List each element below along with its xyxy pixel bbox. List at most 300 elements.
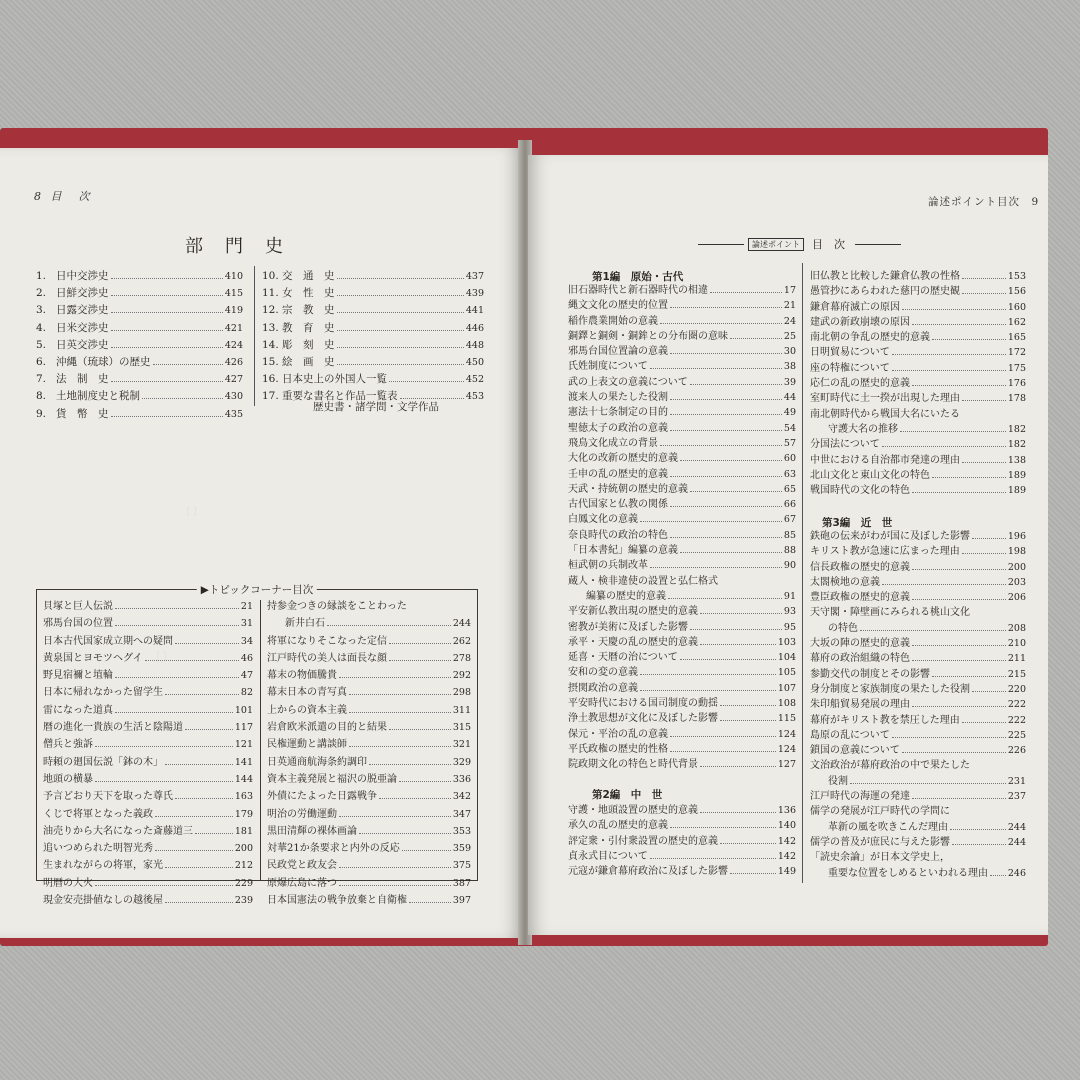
toc-entry <box>568 543 796 558</box>
entry-page: 424 <box>224 339 243 351</box>
dot-leader <box>349 694 451 695</box>
entry-page: 165 <box>1007 332 1026 344</box>
entry-label: 新井白石 <box>285 618 325 630</box>
entry-page: 88 <box>783 545 796 557</box>
entry-label: 愚管抄にあらわれた慈円の歴史観 <box>810 286 960 298</box>
dot-leader <box>990 875 1006 876</box>
toc-entry <box>267 702 471 719</box>
toc-entry <box>43 840 253 857</box>
entry-page: 136 <box>777 805 796 816</box>
entry-page: 39 <box>783 376 796 388</box>
entry-page: 24 <box>783 315 796 327</box>
dot-leader <box>337 364 464 365</box>
entry-label: 革新の風を吹きこんだ理由 <box>828 821 948 833</box>
entry-label: 役割 <box>828 775 848 787</box>
toc-entry <box>810 651 1026 666</box>
entry-label: 飛鳥文化成立の背景 <box>568 437 658 449</box>
entry-page: 215 <box>1007 668 1026 680</box>
entry-page: 419 <box>224 305 243 317</box>
entry-page: 222 <box>1007 699 1026 711</box>
entry-label: 縄文文化の歴史的位置 <box>568 300 668 312</box>
toc-entry <box>568 390 796 405</box>
entry-page: 160 <box>1007 301 1026 313</box>
entry-label: 鎖国の意義について <box>810 745 900 757</box>
entry-number: 2. <box>36 287 47 300</box>
entry-number: 13. <box>262 321 279 334</box>
dot-leader <box>972 538 1006 539</box>
entry-label: 北山文化と東山文化の特色 <box>810 469 930 481</box>
entry-page: 210 <box>1007 638 1026 650</box>
entry-page: 95 <box>783 621 796 633</box>
right-page <box>528 155 1048 935</box>
toc-entry <box>568 589 796 604</box>
dot-leader <box>670 399 782 400</box>
toc-entry <box>810 544 1026 559</box>
toc-entry <box>568 482 796 497</box>
entry-page: 211 <box>1007 653 1026 665</box>
entry-label: 日本史上の外国人一覧 <box>282 373 387 386</box>
entry-page: 452 <box>465 374 484 386</box>
toc-entry <box>262 285 484 302</box>
right-running-head: 論述ポイント目次 9 <box>928 196 1040 208</box>
dot-leader <box>912 324 1006 325</box>
toc-entry <box>267 598 471 615</box>
entry-page: 321 <box>452 739 471 751</box>
toc-entry <box>267 719 471 736</box>
toc-entry <box>43 823 253 840</box>
entry-number: 12. <box>262 304 279 317</box>
entry-label: 資本主義発展と福沢の脱亜論 <box>267 773 397 785</box>
toc-entry <box>810 468 1026 483</box>
toc-entry <box>267 684 471 701</box>
entry-label: 朱印船貿易発展の理由 <box>810 699 910 711</box>
toc-entry <box>810 605 1026 620</box>
entry-label: 旧石器時代と新石器時代の相違 <box>568 285 708 296</box>
toc-entry <box>568 528 796 543</box>
entry-label: 延喜・天暦の治について <box>568 652 678 664</box>
entry-page: 38 <box>783 361 796 373</box>
entry-page: 162 <box>1007 316 1026 328</box>
entry-page: 105 <box>777 667 796 679</box>
toc-entry <box>36 354 243 371</box>
entry-number: 8. <box>36 390 47 403</box>
toc-entry <box>810 560 1026 575</box>
entry-label: 銅鐸と銅剣・銅鉾との分布圏の意味 <box>568 330 728 342</box>
toc-entry <box>568 604 796 619</box>
dot-leader <box>668 598 782 599</box>
dot-leader <box>902 752 1006 753</box>
entry-label: 島原の乱について <box>810 729 890 741</box>
entry-label: 幕末日本の青写真 <box>267 687 347 699</box>
entry-label: 建武の新政崩壊の原因 <box>810 316 910 328</box>
entry-page: 176 <box>1007 378 1026 390</box>
entry-page: 292 <box>452 670 471 682</box>
toc-entry <box>810 391 1026 406</box>
entry-label: 追いつめられた明智光秀 <box>43 843 153 855</box>
entry-label: 儒学の発展が江戸時代の学問に <box>810 806 950 818</box>
dot-leader <box>111 330 223 331</box>
entry-label: キリスト教が急速に広まった理由 <box>810 546 960 558</box>
entry-page: 141 <box>234 756 253 768</box>
dot-leader <box>670 506 782 507</box>
entry-page: 244 <box>1007 821 1026 833</box>
entry-label: 交 通 史 <box>282 270 335 282</box>
entry-label: 日米交渉史 <box>56 321 109 334</box>
topic-corner-title: ▶トピックコーナー目次 <box>197 582 317 597</box>
entry-page: 108 <box>777 698 796 710</box>
toc-entry <box>568 620 796 635</box>
left-running-head: 8 目 次 <box>34 190 93 203</box>
entry-page: 46 <box>240 652 253 664</box>
dot-leader <box>710 292 782 293</box>
toc-entry <box>810 437 1026 452</box>
dot-leader <box>165 902 233 903</box>
toc-entry <box>36 320 243 337</box>
toc-entry <box>568 497 796 512</box>
entry-label: 幕府の政治組織の特色 <box>810 653 910 665</box>
entry-page: 65 <box>783 483 796 495</box>
entry-label: 暦の進化一貴族の生活と陰陽道 <box>43 722 183 734</box>
entry-page: 347 <box>452 808 471 820</box>
toc-entry <box>568 314 796 329</box>
entry-label: 座の特権について <box>810 362 890 374</box>
dot-leader <box>115 608 239 609</box>
entry-label: 法 制 史 <box>56 373 109 386</box>
toc-entry <box>267 736 471 753</box>
toc-entry <box>262 268 484 285</box>
entry-page: 182 <box>1007 423 1026 435</box>
toc-entry <box>43 633 253 650</box>
dot-leader <box>185 729 233 730</box>
entry-page: 229 <box>234 877 253 889</box>
entry-label: 大化の改新の歴史的意義 <box>568 453 678 465</box>
entry-label: 守護大名の推移 <box>828 423 898 435</box>
entry-page: 182 <box>1007 439 1026 451</box>
entry-page: 47 <box>240 670 253 682</box>
toc-entry <box>43 736 253 753</box>
entry-label: 黄泉国とヨモツヘグイ <box>43 652 143 664</box>
entry-label: 江戸時代の美人は面長な顔 <box>267 652 387 664</box>
dot-leader <box>650 858 776 859</box>
dot-leader <box>912 706 1006 707</box>
entry-page: 189 <box>1007 469 1026 481</box>
dot-leader <box>700 613 782 614</box>
entry-label: 宗 教 史 <box>282 304 335 317</box>
toc-entry <box>810 345 1026 360</box>
entry-page: 34 <box>240 635 253 647</box>
entry-page: 31 <box>240 618 253 630</box>
toc-entry <box>43 598 253 615</box>
dot-leader <box>962 722 1006 723</box>
dot-leader <box>860 630 1006 631</box>
entry-page: 90 <box>783 560 796 572</box>
entry-page: 439 <box>465 288 484 300</box>
toc-entry <box>810 850 1026 865</box>
entry-page: 397 <box>452 895 471 907</box>
dot-leader <box>650 567 782 568</box>
entry-number: 14. <box>262 338 279 351</box>
dot-leader <box>95 781 233 782</box>
dept-col2-subtitle: 歴史書・諸学問・文学作品 <box>313 401 439 413</box>
dot-leader <box>720 720 776 721</box>
dot-leader <box>962 400 1006 401</box>
entry-label: 日中交渉史 <box>56 270 109 282</box>
entry-page: 103 <box>777 636 796 648</box>
toc-entry <box>568 436 796 451</box>
entry-page: 124 <box>777 743 796 755</box>
dot-leader <box>912 798 1006 799</box>
toc-entry <box>810 483 1026 498</box>
toc-entry <box>810 453 1026 468</box>
dot-leader <box>932 676 1006 677</box>
dot-leader <box>327 625 451 626</box>
entry-page: 239 <box>234 895 253 907</box>
entry-label: 日英交渉史 <box>56 338 109 351</box>
entry-label: 文治政治が幕府政治の中で果たした <box>810 760 970 772</box>
toc-entry <box>568 834 796 849</box>
entry-page: 63 <box>783 468 796 480</box>
entry-label: 原爆広島に落つ <box>267 877 337 889</box>
dot-leader <box>892 737 1006 738</box>
dot-leader <box>111 295 223 296</box>
entry-page: 342 <box>452 791 471 803</box>
entry-label: 日明貿易について <box>810 347 890 359</box>
entry-label: 武の上表文の意義について <box>568 376 688 388</box>
entry-label: 油売りから大名になった斎藤道三 <box>43 825 193 837</box>
toc-entry <box>262 337 484 354</box>
entry-label: 黒田清輝の裸体画論 <box>267 825 357 837</box>
dot-leader <box>379 798 451 799</box>
dot-leader <box>932 339 1006 340</box>
entry-label: くじで将軍となった義政 <box>43 808 153 820</box>
entry-page: 163 <box>234 791 253 803</box>
entry-page: 142 <box>777 850 796 862</box>
entry-label: 対華21か条要求と内外の反応 <box>267 843 400 855</box>
toc-entry <box>810 804 1026 819</box>
toc-entry <box>568 711 796 726</box>
toc-entry <box>568 283 796 298</box>
toc-entry <box>810 743 1026 758</box>
toc-entry <box>43 875 253 892</box>
entry-page: 85 <box>783 529 796 541</box>
dot-leader <box>962 553 1006 554</box>
dot-leader <box>690 491 782 492</box>
toc-entry <box>568 849 796 864</box>
toc-entry <box>267 857 471 874</box>
entry-label: 評定衆・引付衆設置の歴史的意義 <box>568 835 718 847</box>
entry-page: 17 <box>783 285 796 296</box>
toc-entry <box>568 665 796 680</box>
dot-leader <box>720 843 776 844</box>
part3-list <box>810 529 1026 881</box>
toc-entry <box>810 407 1026 422</box>
toc-entry <box>810 269 1026 284</box>
toc-entry <box>568 512 796 527</box>
toc-entry <box>810 636 1026 651</box>
entry-label: 日英通商航海条約調印 <box>267 756 367 768</box>
toc-entry <box>43 892 253 909</box>
dot-leader <box>680 659 776 660</box>
dot-leader <box>389 660 451 661</box>
toc-entry <box>267 754 471 771</box>
entry-label: 貨 幣 史 <box>56 407 109 420</box>
dot-leader <box>349 746 451 747</box>
dot-leader <box>349 712 451 713</box>
entry-label: 生まれながらの将軍，家光 <box>43 860 163 872</box>
entry-page: 441 <box>465 305 484 317</box>
dot-leader <box>111 381 223 382</box>
entry-page: 127 <box>777 759 796 771</box>
entry-label: 憲法十七条制定の目的 <box>568 407 668 419</box>
entry-page: 448 <box>465 339 484 351</box>
entry-label: 持参金つきの縁談をことわった <box>267 601 407 612</box>
entry-page: 222 <box>1007 714 1026 726</box>
entry-label: 平氏政権の歴史的性格 <box>568 743 668 755</box>
dot-leader <box>339 885 451 886</box>
entry-label: 信長政権の歴史的意義 <box>810 561 910 573</box>
toc-entry <box>568 864 796 879</box>
dot-leader <box>900 431 1006 432</box>
title-rule-left <box>698 244 744 245</box>
dot-leader <box>670 430 782 431</box>
dot-leader <box>680 552 782 553</box>
toc-entry <box>810 422 1026 437</box>
entry-page: 246 <box>1007 867 1026 879</box>
entry-label: 中世における自治都市発達の理由 <box>810 454 960 466</box>
entry-page: 450 <box>465 357 484 369</box>
entry-page: 225 <box>1007 729 1026 741</box>
entry-label: 予言どおり天下を取った尊氏 <box>43 791 173 803</box>
entry-label: 邪馬台国位置論の意義 <box>568 346 668 358</box>
dot-leader <box>142 398 223 399</box>
entry-label: 聖徳太子の政治の意義 <box>568 422 668 434</box>
entry-page: 196 <box>1007 531 1026 542</box>
part2-list <box>568 803 796 879</box>
entry-label: 将軍になりそこなった定信 <box>267 635 387 647</box>
toc-entry <box>568 359 796 374</box>
dot-leader <box>339 677 451 678</box>
part1-list <box>568 283 796 773</box>
entry-number: 1. <box>36 270 47 282</box>
title-text: 目 次 <box>812 238 845 251</box>
entry-page: 138 <box>1007 454 1026 466</box>
dept-list-col1 <box>36 268 243 423</box>
entry-label: 僧兵と強訴 <box>43 739 93 751</box>
entry-label: 奈良時代の政治の特色 <box>568 529 668 541</box>
toc-entry <box>568 650 796 665</box>
entry-page: 226 <box>1007 745 1026 757</box>
entry-page: 181 <box>234 825 253 837</box>
dot-leader <box>115 625 239 626</box>
dot-leader <box>952 844 1006 845</box>
dot-leader <box>670 476 782 477</box>
dot-leader <box>660 323 782 324</box>
toc-entry <box>568 467 796 482</box>
dot-leader <box>962 462 1006 463</box>
entry-page: 244 <box>1007 836 1026 848</box>
toc-entry <box>36 388 243 405</box>
dot-leader <box>670 751 776 752</box>
toc-entry <box>267 650 471 667</box>
dot-leader <box>165 867 233 868</box>
dot-leader <box>670 307 782 308</box>
entry-label: 南北朝の争乱の歴史的意義 <box>810 332 930 344</box>
entry-page: 153 <box>1007 271 1026 282</box>
entry-label: 絵 画 史 <box>282 356 335 369</box>
entry-page: 175 <box>1007 362 1026 374</box>
toc-entry <box>267 667 471 684</box>
dot-leader <box>690 629 782 630</box>
entry-page: 311 <box>452 704 471 716</box>
dot-leader <box>700 812 776 813</box>
entry-label: 彫 刻 史 <box>282 338 335 351</box>
entry-label: 古代国家と仏教の関係 <box>568 499 668 511</box>
entry-label: 上からの資本主義 <box>267 704 347 716</box>
entry-label: 江戸時代の海運の発達 <box>810 791 910 803</box>
entry-label: 白鳳文化の意義 <box>568 514 638 526</box>
toc-entry <box>810 361 1026 376</box>
toc-entry <box>568 298 796 313</box>
entry-page: 179 <box>234 808 253 820</box>
entry-page: 208 <box>1007 622 1026 634</box>
toc-entry <box>36 268 243 285</box>
entry-page: 329 <box>452 756 471 768</box>
toc-entry <box>568 757 796 772</box>
dot-leader <box>912 492 1006 493</box>
dot-leader <box>912 385 1006 386</box>
entry-page: 156 <box>1007 286 1026 298</box>
entry-label: 雷になった道真 <box>43 704 113 716</box>
dot-leader <box>690 384 782 385</box>
entry-label: 重要な書名と作品一覧表 <box>282 390 398 403</box>
entry-label: 沖縄（琉球）の歴史 <box>56 356 151 369</box>
entry-page: 115 <box>777 713 796 725</box>
toc-entry <box>267 875 471 892</box>
dot-leader <box>882 584 1006 585</box>
entry-page: 430 <box>224 391 243 403</box>
dot-leader <box>337 278 464 279</box>
toc-entry <box>267 615 471 632</box>
toc-entry <box>810 713 1026 728</box>
entry-page: 142 <box>777 835 796 847</box>
entry-label: 浄土教思想が文化に及ぼした影響 <box>568 713 718 725</box>
toc-entry <box>43 650 253 667</box>
entry-page: 91 <box>783 590 796 602</box>
dot-leader <box>339 816 451 817</box>
dept-divider <box>254 266 255 406</box>
entry-page: 200 <box>1007 561 1026 573</box>
entry-label: 元寇が鎌倉幕府政治に及ぼした影響 <box>568 866 728 878</box>
entry-label: 南北朝時代から戦国大名にいたる <box>810 408 960 420</box>
toc-entry <box>36 371 243 388</box>
entry-label: 日本国憲法の戦争放棄と自衛権 <box>267 895 407 907</box>
entry-page: 25 <box>783 330 796 342</box>
entry-label: 「読史余論」が日本文学史上， <box>810 852 950 864</box>
dot-leader <box>145 660 239 661</box>
toc-entry <box>262 320 484 337</box>
entry-page: 60 <box>783 453 796 465</box>
entry-label: 蔵人・検非違使の設置と弘仁格式 <box>568 575 718 587</box>
dot-leader <box>912 599 1006 600</box>
entry-page: 149 <box>777 866 796 878</box>
toc-entry <box>43 702 253 719</box>
entry-page: 107 <box>777 682 796 694</box>
entry-page: 237 <box>1007 791 1026 803</box>
entry-number: 6. <box>36 356 47 369</box>
dot-leader <box>337 295 464 296</box>
toc-entry <box>568 635 796 650</box>
entry-label: 平安時代における国司制度の動揺 <box>568 698 718 710</box>
